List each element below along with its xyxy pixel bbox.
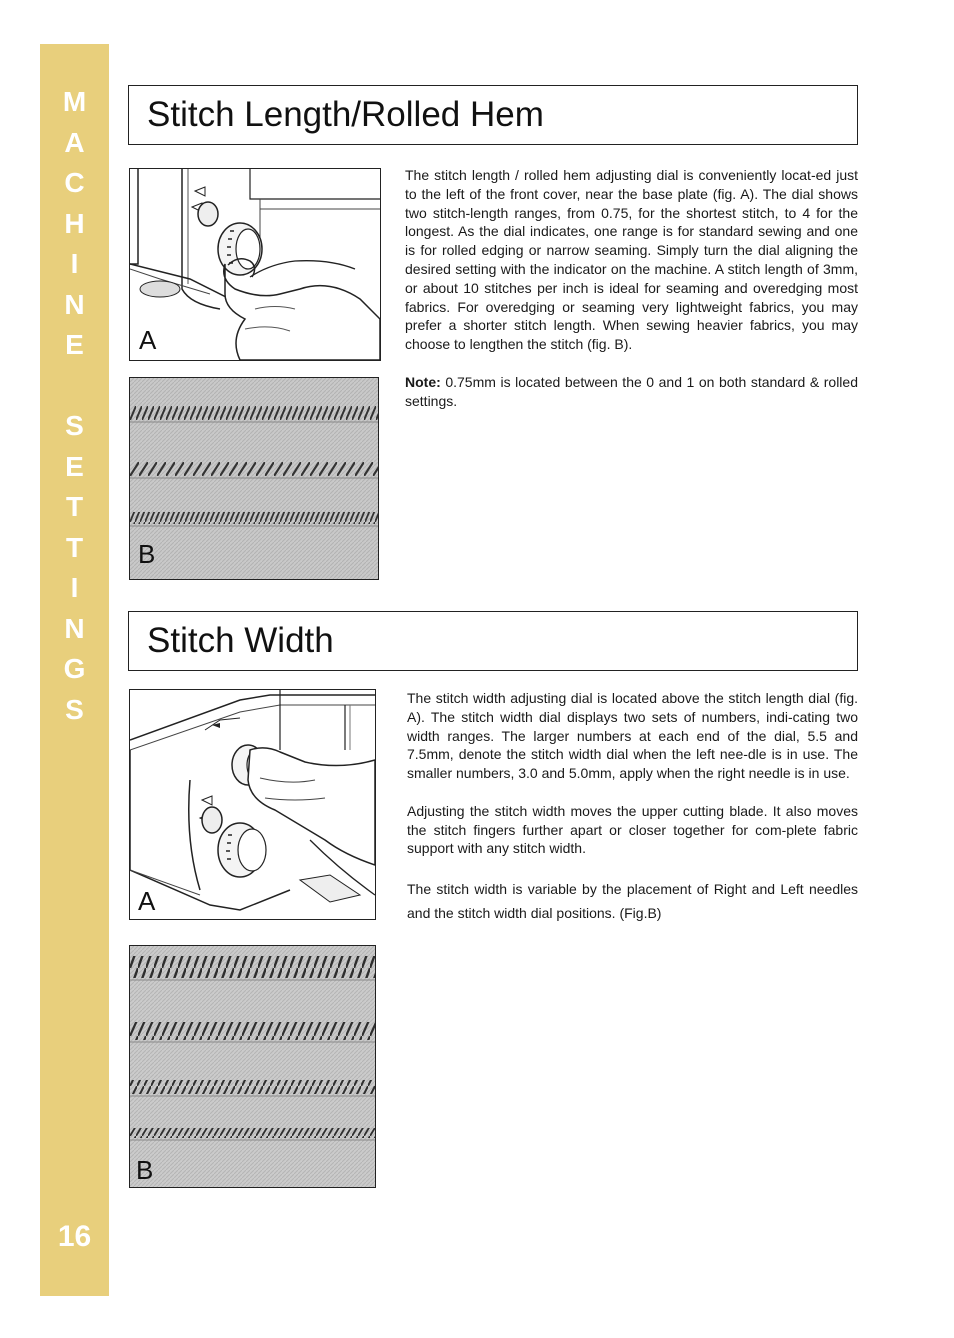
side-letter: A bbox=[64, 126, 85, 158]
figure-label-b: B bbox=[136, 1155, 154, 1185]
paragraph: Adjusting the stitch width moves the upper cutting blade. It also moves the stitch fingers further apart or closer together for com-plete fabric support with any stitch width. bbox=[407, 802, 858, 857]
side-letter: T bbox=[65, 531, 84, 563]
length-dial-illustration bbox=[130, 169, 380, 360]
figure-label-a: A bbox=[138, 886, 156, 916]
figure-length-dial bbox=[129, 168, 381, 361]
side-letter: E bbox=[65, 329, 84, 360]
side-letter: T bbox=[65, 491, 84, 522]
note-paragraph bbox=[405, 373, 858, 411]
side-letter: I bbox=[70, 248, 79, 279]
section2-text bbox=[407, 689, 858, 944]
side-tab-letters bbox=[40, 82, 109, 730]
paragraph: The stitch width is variable by the placement of Right and Left needles and the stitch width dial positions. (Fig.B) bbox=[407, 880, 858, 921]
side-tab bbox=[40, 44, 109, 1296]
side-letter: H bbox=[64, 207, 85, 239]
figure-length-samples bbox=[129, 377, 379, 580]
side-letter: E bbox=[65, 450, 84, 482]
figure-label-b: B bbox=[138, 539, 156, 569]
side-letter: C bbox=[64, 167, 85, 198]
note-text: 0.75mm is located between the 0 and 1 on both standard & rolled settings. bbox=[405, 373, 858, 409]
page-number: 16 bbox=[57, 1220, 92, 1253]
side-letter: G bbox=[63, 653, 86, 684]
side-letter: S bbox=[65, 693, 84, 725]
section-title-stitch-length: Stitch Length/Rolled Hem bbox=[128, 85, 858, 145]
figure-label-a: A bbox=[139, 325, 157, 355]
section1-text bbox=[405, 166, 858, 429]
figure-width-dial bbox=[129, 689, 376, 920]
paragraph: The stitch width adjusting dial is located above the stitch length dial (fig. A). The stitch width dial displays two sets of numbers, indi-cating two width ranges. The larger numbers at each end of the dial, 5.5 and 7.5mm, denote the stitch width dial when the left nee-dle is in use. The smaller numbers, 3.0 and 5.0mm, apply when the right needle is in use. bbox=[407, 690, 858, 782]
side-letter: N bbox=[64, 288, 85, 320]
side-letter: M bbox=[62, 86, 87, 117]
section-title-stitch-width: Stitch Width bbox=[128, 611, 858, 671]
figure-width-samples bbox=[129, 945, 376, 1188]
side-letter: I bbox=[70, 572, 79, 603]
stitch-length-samples-illustration bbox=[130, 378, 378, 579]
width-dial-illustration bbox=[130, 690, 375, 919]
side-letter: N bbox=[64, 612, 85, 644]
paragraph: The stitch length / rolled hem adjusting dial is conveniently locat-ed just to the left of the front cover, near the base plate (fig. A). The dial shows two stitch-length ranges, from 0.75, for the shortest stitch, to 4 for the longest. As the dial indicates, one range is for standard sewing and one is for rolled edging or narrow seaming. Simply turn the dial aligning the desired setting with the indicator on the machine. A stitch length of 3mm, or about 10 stitches per inch is ideal for seaming and overedging most fabrics. For overedging or seaming very lightweight fabrics, you may prefer a shorter stitch length. When sewing heavier fabrics, you may choose to lengthen the stitch (fig. B). bbox=[405, 167, 858, 353]
stitch-width-samples-illustration bbox=[130, 946, 375, 1187]
side-letter: S bbox=[65, 410, 84, 441]
note-label: Note: bbox=[405, 373, 441, 390]
